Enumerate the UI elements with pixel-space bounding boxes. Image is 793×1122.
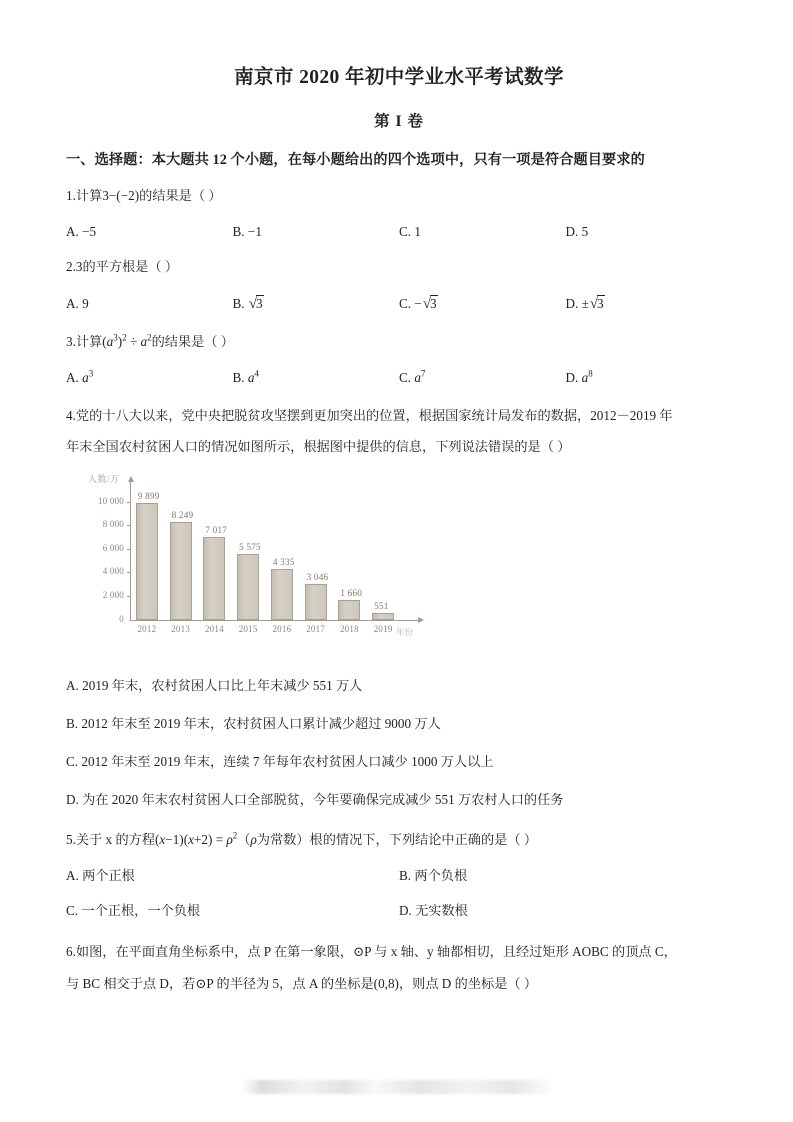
q5-option-c-text: 一个正根，一个负根	[81, 902, 201, 918]
q4-option-d[interactable]	[66, 772, 732, 810]
q5-option-a[interactable]	[66, 865, 399, 886]
q1-option-c-text: 1	[414, 224, 421, 240]
q2-option-a-text: 9	[82, 295, 89, 311]
question-3-stem	[66, 317, 732, 352]
q5-option-c-label: C.	[66, 902, 79, 918]
page-title: 南京市 2020 年初中学业水平考试数学	[234, 67, 564, 88]
q5-stem-math: $(x-1)(x+2) = \rho^2$	[155, 830, 238, 848]
q5-option-b[interactable]	[399, 865, 732, 886]
q2-option-b-radical: √3	[248, 295, 263, 312]
chart-category-label: 2012	[137, 623, 157, 634]
q1-option-d[interactable]	[566, 221, 733, 242]
q6-stem-line2-b: ，则点 D 的坐标是（ ）	[398, 976, 538, 992]
q2-option-d-radical: √3	[589, 295, 604, 312]
chart-y-tick-mark	[127, 572, 131, 573]
q3-option-b-text: $a^4$	[247, 368, 259, 385]
q1-option-a-label: A.	[66, 224, 79, 240]
q5-option-d-label: D.	[399, 902, 412, 918]
q3-option-a-text: $a^3$	[82, 368, 94, 385]
q2-option-d[interactable]: D. ±√3	[566, 293, 733, 317]
q4-option-a-text: 2019 年末，农村贫困人口比上年末减少 551 万人	[82, 677, 363, 693]
question-2-options	[66, 278, 732, 317]
question-3-options	[66, 352, 732, 388]
q6-stem-coordinate: (0,8)	[373, 976, 399, 992]
chart-bar	[271, 569, 293, 620]
chart-bar-value-label: 3 046	[306, 571, 329, 582]
chart-y-tick-mark	[127, 525, 131, 526]
chart-bar	[372, 613, 394, 620]
chart-x-axis-arrow-icon	[418, 617, 424, 623]
q4-option-c-text: 2012 年末至 2019 年末，连续 7 年每年农村贫困人口减少 1000 万人以上	[81, 754, 494, 769]
chart-y-axis-arrow-icon	[128, 476, 134, 482]
q5-option-d[interactable]	[399, 900, 732, 921]
q3-option-d[interactable]	[566, 367, 733, 388]
chart-bar	[338, 600, 360, 620]
q5-stem-suffix: 为常数）根的情况下，下列结论中正确的是（ ）	[256, 832, 538, 848]
chart-bar-value-label: 1 660	[340, 588, 363, 599]
chart-y-tick-label: 0	[119, 613, 124, 624]
q4-option-a[interactable]	[66, 658, 732, 696]
chart-y-axis-label: 人数/万	[88, 473, 120, 484]
q3-option-c-label: C.	[399, 369, 412, 385]
q6-stem-line2-a: 与 BC 相交于点 D，若⊙P 的半径为 5，点 A 的坐标是	[66, 976, 374, 992]
chart-bar	[136, 503, 158, 620]
chart-y-tick-mark	[127, 596, 131, 597]
question-6-stem-line2	[66, 962, 732, 994]
question-2-stem: 2.3的平方根是（ ）	[66, 259, 179, 275]
q2-option-b[interactable]	[233, 293, 400, 317]
q5-stem-prefix: 5.关于 x 的方程	[66, 832, 156, 848]
chart-bar-value-label: 8 249	[171, 510, 194, 521]
chart-category-label: 2014	[204, 623, 224, 634]
chart-bar	[170, 522, 192, 619]
q5-stem-mid: （	[237, 832, 251, 848]
chart-y-tick-label: 6 000	[102, 542, 124, 553]
q1-stem-math: 3−(−2)	[102, 187, 140, 203]
q4-option-c[interactable]	[66, 734, 732, 772]
q2-option-c[interactable]: C. −√3	[399, 293, 566, 317]
chart-category-label: 2019	[373, 623, 393, 634]
q3-option-d-label: D.	[565, 369, 579, 385]
chart-x-axis	[130, 620, 418, 621]
question-1-options	[66, 206, 732, 242]
poverty-population-chart	[66, 458, 732, 658]
chart-y-tick-mark	[127, 502, 131, 503]
q5-stem-rho: ρ	[250, 832, 257, 848]
q5-option-c[interactable]	[66, 900, 399, 921]
q3-option-c[interactable]	[399, 367, 566, 388]
q4-option-d-label: D.	[66, 792, 79, 808]
q3-option-b-label: B.	[232, 369, 245, 385]
q1-option-d-label: D.	[565, 224, 579, 240]
q5-option-a-text: 两个正根	[82, 867, 135, 883]
q4-option-b-text: 2012 年末至 2019 年末，农村贫困人口累计减少超过 9000 万人	[81, 715, 441, 731]
q3-stem-prefix: 3.计算	[66, 333, 103, 349]
chart-bar-value-label: 7 017	[205, 524, 228, 535]
chart-category-label: 2013	[171, 623, 191, 634]
q1-option-b-text: −1	[247, 224, 262, 240]
q4-option-c-label: C.	[66, 754, 79, 769]
chart-bar	[203, 537, 225, 620]
q2-option-b-label: B.	[232, 295, 245, 311]
chart-bar-value-label: 5 575	[239, 541, 261, 552]
question-5-options	[66, 851, 732, 921]
question-1-stem	[66, 171, 732, 206]
q4-option-d-text: 为在 2020 年末农村贫困人口全部脱贫，今年要确保完成减少 551 万农村人口的任务	[82, 792, 564, 808]
q1-option-b-label: B.	[232, 224, 245, 240]
chart-plot-area	[88, 472, 448, 652]
chart-bar-value-label: 551	[374, 601, 389, 612]
q3-stem-suffix: 的结果是（ ）	[151, 333, 234, 349]
chart-x-axis-label: 年份	[396, 626, 414, 637]
chart-y-tick-label: 10 000	[98, 495, 124, 506]
redacted-watermark-bar	[243, 1080, 549, 1094]
chart-bar	[305, 584, 327, 620]
q2-option-a[interactable]	[66, 293, 233, 317]
q2-option-c-label: C.	[399, 295, 412, 311]
q2-option-d-label: D.	[565, 295, 579, 311]
question-4-options	[66, 658, 732, 811]
question-5-stem	[66, 810, 732, 850]
chart-category-label: 2016	[272, 623, 292, 634]
question-4-stem-line2: 年末全国农村贫困人口的情况如图所示，根据图中提供的信息，下列说法错误的是（ ）	[66, 439, 571, 455]
q4-option-b-label: B.	[66, 715, 79, 731]
q1-stem-suffix: 的结果是（ ）	[139, 187, 222, 203]
chart-category-label: 2018	[339, 623, 359, 634]
question-4-stem-line1: 4.党的十八大以来，党中央把脱贫攻坚摆到更加突出的位置，根据国家统计局发布的数据，2012－2019 年	[66, 408, 673, 423]
q5-option-a-label: A.	[66, 867, 79, 883]
q2-option-a-label: A.	[66, 295, 79, 311]
q3-option-a[interactable]	[66, 367, 233, 388]
q1-option-c-label: C.	[399, 224, 412, 240]
q5-option-b-label: B.	[399, 867, 412, 883]
q3-option-b[interactable]	[233, 367, 400, 388]
q3-option-d-text: $a^8$	[581, 368, 593, 385]
q1-option-c[interactable]	[399, 221, 566, 242]
chart-y-tick-mark	[127, 549, 131, 550]
question-6-stem-line1: 6.如图，在平面直角坐标系中，点 P 在第一象限，⊙P 与 x 轴、y 轴都相切，且经过矩形 AOBC 的顶点 C，	[66, 943, 677, 959]
chart-category-label: 2015	[238, 623, 258, 634]
q1-option-d-text: 5	[581, 224, 589, 240]
q4-option-b[interactable]	[66, 696, 732, 734]
q4-option-a-label: A.	[66, 677, 79, 693]
q5-option-b-text: 两个负根	[414, 867, 468, 883]
q1-option-a-text: −5	[82, 224, 97, 240]
chart-y-tick-label: 8 000	[102, 519, 124, 530]
q1-option-b[interactable]	[233, 221, 400, 242]
q3-option-a-label: A.	[66, 369, 79, 385]
chart-y-tick-label: 2 000	[102, 590, 124, 601]
chart-y-tick-label: 4 000	[102, 566, 124, 577]
chart-bar-value-label: 9 899	[137, 490, 160, 501]
q3-option-c-text: $a^7$	[414, 368, 426, 385]
q3-stem-math: $(a^3)^2 \div a^2$	[102, 332, 152, 349]
volume-title: 第 I 卷	[374, 113, 424, 131]
chart-category-label: 2017	[306, 623, 326, 634]
chart-bar-value-label: 4 335	[272, 556, 295, 567]
q5-option-d-text: 无实数根	[415, 902, 468, 918]
q1-option-a[interactable]	[66, 221, 233, 242]
section-heading: 一、选择题：本大题共 12 个小题，在每小题给出的四个选项中，只有一项是符合题目要求的	[66, 152, 645, 169]
chart-bar	[237, 554, 259, 620]
page-content	[66, 0, 732, 995]
q2-option-c-radical: √3	[422, 295, 437, 312]
q1-stem-prefix: 1.计算	[66, 187, 103, 203]
